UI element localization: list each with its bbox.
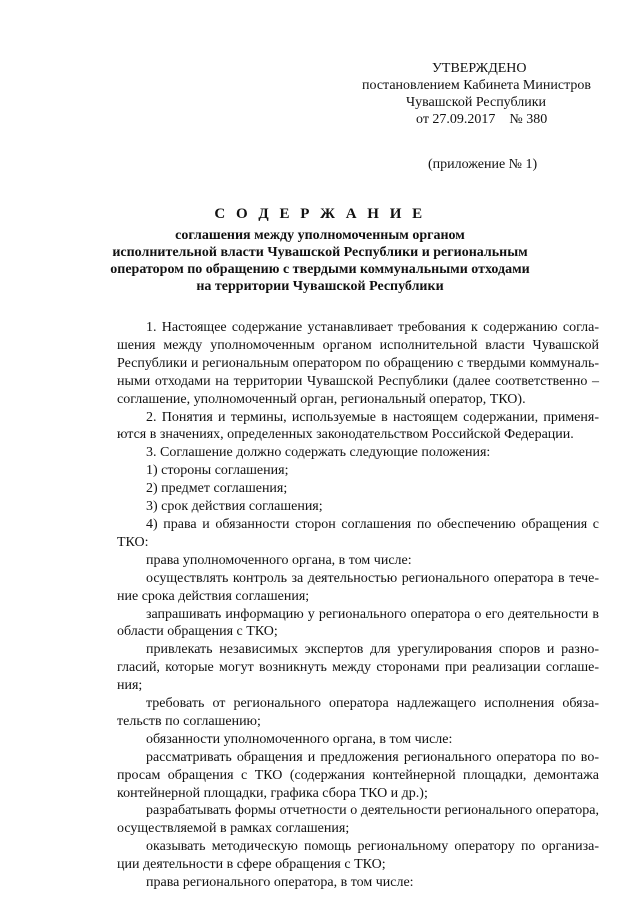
approval-stamp bbox=[362, 60, 612, 128]
heading-title: С О Д Е Р Ж А Н И Е bbox=[214, 206, 426, 222]
paragraph: права уполномоченного органа, в том числе: bbox=[146, 552, 412, 568]
approval-title: УТВЕРЖДЕНО bbox=[432, 61, 527, 76]
paragraph: 1. Настоящее содержание устанавливает требования к содержанию соглашения между уполномоченным органом исполнительной власти Чувашской Республики и региональным оператором по обращению с твердыми коммунальными отходами на территории Чувашской Республики (далее соответственно – соглашение, уполномоченный орган, региональный оператор, ТКО). bbox=[117, 320, 599, 407]
paragraph: привлекать независимых экспертов для урегулирования споров и разногласий, которые могут возникнуть между сторонами при реализации соглашения; bbox=[117, 642, 599, 694]
paragraph: запрашивать информацию у регионального оператора о его деятельности в области обращения с ТКО; bbox=[117, 606, 599, 640]
approval-line: постановлением Кабинета Министров bbox=[362, 78, 591, 93]
paragraph: осуществлять контроль за деятельностью регионального оператора в течение срока действия соглашения; bbox=[117, 570, 599, 604]
paragraph: обязанности уполномоченного органа, в том числе: bbox=[146, 731, 453, 747]
paragraph: 3. Соглашение должно содержать следующие положения: bbox=[146, 445, 491, 461]
document-body bbox=[117, 319, 599, 892]
paragraph: оказывать методическую помощь региональному оператору по организации деятельности в сфере обращения с ТКО; bbox=[117, 839, 599, 873]
heading-subtitle-line: оператором по обращению с твердыми коммунальными отходами bbox=[110, 262, 530, 277]
paragraph: 2. Понятия и термины, используемые в настоящем содержании, применяются в значениях, определенных законодательством Российской Федерации. bbox=[117, 409, 599, 443]
heading-subtitle bbox=[110, 227, 530, 295]
approval-line: Чувашской Республики bbox=[406, 95, 547, 110]
list-item: 3) срок действия соглашения; bbox=[146, 499, 323, 515]
list-item: 4) права и обязанности сторон соглашения по обеспечению обращения с ТКО: bbox=[117, 516, 599, 550]
heading-subtitle-line: на территории Чувашской Республики bbox=[196, 279, 444, 294]
approval-date-number: от 27.09.2017 № 380 bbox=[416, 112, 548, 127]
paragraph: права регионального оператора, в том числе: bbox=[146, 875, 414, 891]
paragraph: разрабатывать формы отчетности о деятельности регионального оператора, осуществляемой в рамках соглашения; bbox=[117, 803, 599, 837]
list-item: 2) предмет соглашения; bbox=[146, 481, 288, 497]
list-item: 1) стороны соглашения; bbox=[146, 463, 289, 479]
document-heading bbox=[110, 205, 530, 295]
paragraph: рассматривать обращения и предложения регионального оператора по вопросам обращения с ТКО (содержания контейнерной площадки, демонтажа контейнерной площадки, графика сбора ТКО и др.); bbox=[117, 749, 599, 801]
paragraph: требовать от регионального оператора надлежащего исполнения обязательств по соглашению; bbox=[117, 696, 599, 729]
heading-subtitle-line: исполнительной власти Чувашской Республики и региональным bbox=[112, 245, 528, 260]
appendix-label: (приложение № 1) bbox=[428, 157, 538, 172]
heading-subtitle-line: соглашения между уполномоченным органом bbox=[175, 228, 465, 243]
